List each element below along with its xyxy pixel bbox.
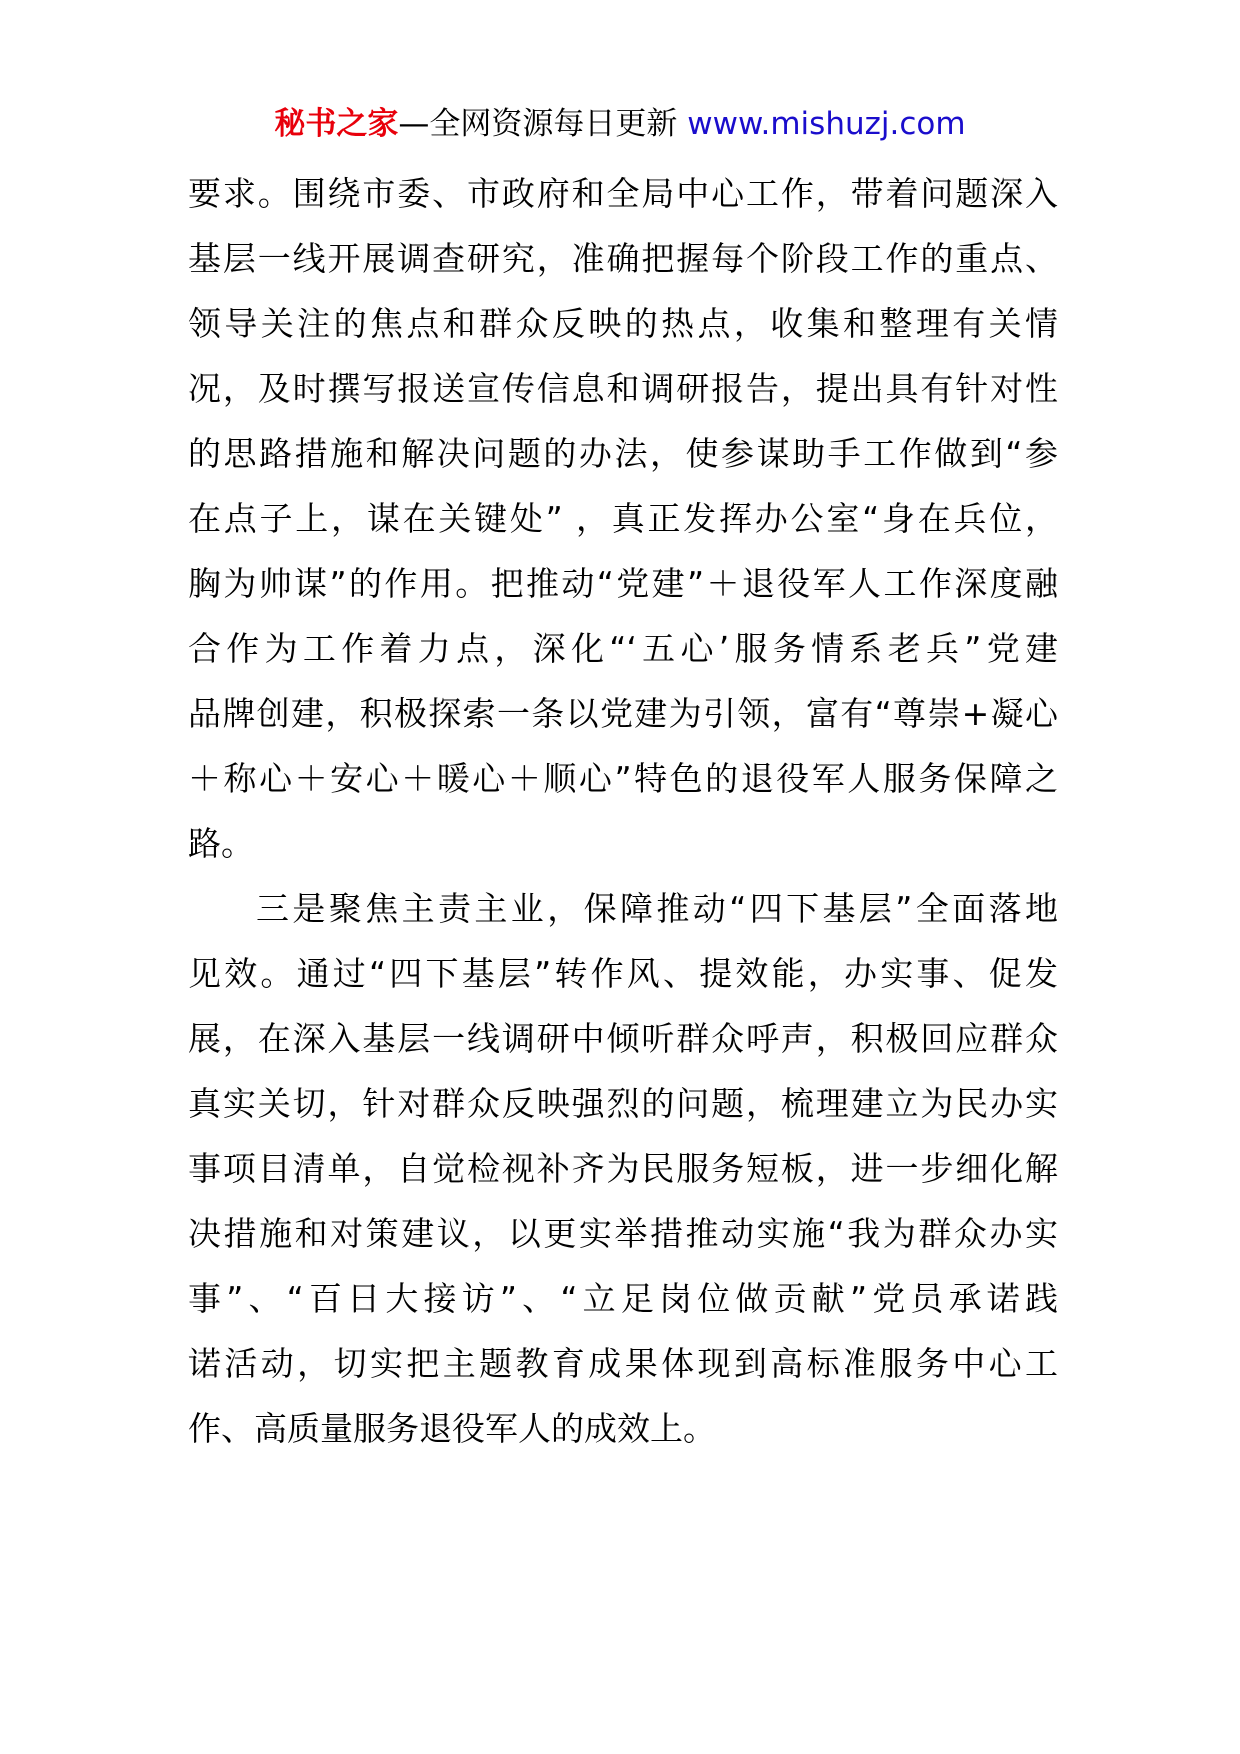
text-line: 合作为工作着力点，深化“‘五心’服务情系老兵”党建 [188,629,1058,668]
text-line: 领导关注的焦点和群众反映的热点，收集和整理有关情 [188,304,1058,343]
text-line: 决措施和对策建议，以更实举措推动实施“我为群众办实 [188,1214,1058,1253]
text-line: 品牌创建，积极探索一条以党建为引领，富有“尊崇+凝心 [188,694,1058,733]
text-line: 展，在深入基层一线调研中倾听群众呼声，积极回应群众 [188,1019,1058,1058]
text-line: 事项目清单，自觉检视补齐为民服务短板，进一步细化解 [188,1149,1058,1188]
text-line: 见效。通过“四下基层”转作风、提效能，办实事、促发 [188,954,1058,993]
text-line: 诺活动，切实把主题教育成果体现到高标准服务中心工 [188,1344,1058,1383]
text-line: 的思路措施和解决问题的办法，使参谋助手工作做到“参 [188,434,1058,473]
text-line: 基层一线开展调查研究，准确把握每个阶段工作的重点、 [188,239,1058,278]
paragraph-2 [188,876,1058,1461]
document-body [188,161,1058,1461]
page-header [0,96,1240,152]
text-line: 真实关切，针对群众反映强烈的问题，梳理建立为民办实 [188,1084,1058,1123]
text-line: 要求。围绕市委、市政府和全局中心工作，带着问题深入 [188,174,1058,213]
text-line: ＋称心＋安心＋暖心＋顺心”特色的退役军人服务保障之 [188,759,1058,798]
text-line: 况，及时撰写报送宣传信息和调研报告，提出具有针对性 [188,369,1058,408]
text-line: 事”、“百日大接访”、“立足岗位做贡献”党员承诺践 [188,1279,1058,1318]
paragraph-1 [188,161,1058,876]
site-url-link[interactable]: www.mishuzj.com [687,106,966,142]
text-line: 路。 [188,824,254,863]
site-slogan: —全网资源每日更新 [398,106,678,142]
text-line: 作、高质量服务退役军人的成效上。 [188,1409,716,1448]
text-line: 三是聚焦主责主业，保障推动“四下基层”全面落地 [256,889,1058,928]
text-line: 胸为帅谋”的作用。把推动“党建”＋退役军人工作深度融 [188,564,1058,603]
text-line: 在点子上，谋在关键处” ，真正发挥办公室“身在兵位， [188,499,1058,538]
site-brand: 秘书之家 [274,106,399,142]
